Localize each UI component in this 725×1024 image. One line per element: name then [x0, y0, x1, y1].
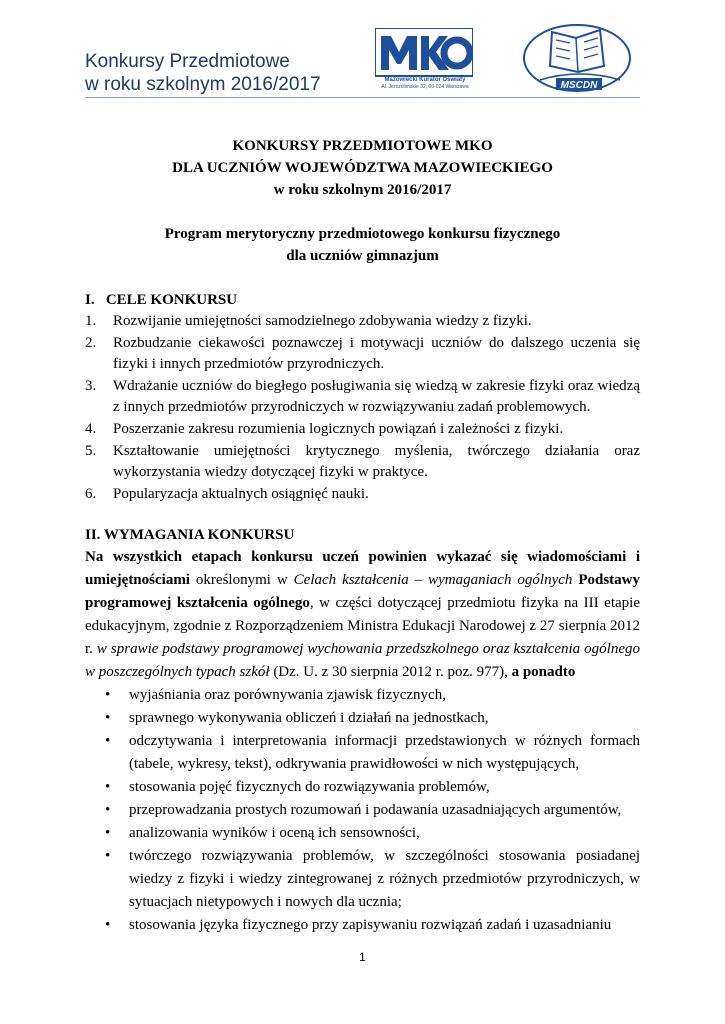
- list-item: [85, 730, 640, 776]
- list-item-number: 4.: [85, 420, 97, 437]
- list-item: [85, 441, 640, 484]
- para-italic1: Celach kształcenia – wymaganiach ogólnych: [293, 572, 573, 589]
- bullet-icon: •: [105, 825, 111, 842]
- list-item-number: 3.: [85, 377, 97, 394]
- list-item-text: Rozwijanie umiejętności samodzielnego zdobywania wiedzy z fizyki.: [113, 313, 532, 329]
- program-title: [85, 223, 640, 267]
- list-item-text: Wdrażanie uczniów do biegłego posługiwania się wiedzą w zakresie fizyki oraz wiedzą z innych przedmiotów przyrodniczych w rozwiązywaniu zadań problemowych.: [113, 377, 640, 416]
- bullet-icon: •: [105, 710, 111, 727]
- list-item: [85, 799, 640, 822]
- section2-title: II. WYMAGANIA KONKURSU: [85, 527, 295, 544]
- list-item-text: analizowania wyników i oceną ich sensowności,: [129, 825, 420, 842]
- list-item-text: wyjaśniania oraz porównywania zjawisk fizycznych,: [129, 687, 446, 704]
- header-title-line1: Konkursy Przedmiotowe: [85, 51, 290, 72]
- list-item-text: Kształtowanie umiejętności krytycznego myślenia, twórczego działania oraz wykorzystania wiedzy dotyczącej fizyki w praktyce.: [113, 442, 640, 481]
- requirements-paragraph: [85, 546, 640, 684]
- para-text1: określonymi w: [189, 572, 294, 589]
- list-item: [85, 376, 640, 419]
- heading-line1: KONKURSY PRZEDMIOTOWE MKO: [232, 138, 493, 154]
- mko-caption-line2: Al. Jerozolimskie 32, 00-024 Warszawa: [381, 84, 469, 90]
- list-item-text: Poszerzanie zakresu rozumienia logicznych powiązań i zależności z fizyki.: [113, 420, 564, 437]
- para-italic2: w sprawie podstawy programowej wychowania przedszkolnego oraz kształcenia ogólnego w poszczególnych typach szkół: [85, 641, 640, 681]
- list-item: [85, 707, 640, 730]
- list-item-text: sprawnego wykonywania obliczeń i działań na jednostkach,: [129, 710, 489, 727]
- list-item: [85, 684, 640, 707]
- bullet-icon: •: [105, 779, 111, 796]
- bullet-icon: •: [105, 802, 111, 819]
- list-item: [85, 311, 640, 333]
- mko-caption-line1: Mazowiecki Kurator Oświaty: [384, 77, 466, 83]
- list-item: [85, 845, 640, 914]
- bullet-icon: •: [105, 848, 111, 865]
- list-item-text: odczytywania i interpretowania informacji przedstawionych w różnych formach (tabele, wykresy, tekst), odkrywania prawidłowości w nich występujących,: [129, 733, 640, 773]
- page-header: [0, 0, 725, 100]
- goals-list: [85, 311, 640, 505]
- list-item: [85, 419, 640, 441]
- section1-title: I. CELE KONKURSU: [85, 292, 238, 308]
- heading-line3: w roku szkolnym 2016/2017: [273, 182, 452, 198]
- bullet-icon: •: [105, 733, 111, 750]
- para-text4: (Dz. U. z 30 sierpnia 2012 r. poz. 977),: [269, 664, 512, 681]
- list-item: [85, 333, 640, 376]
- list-item-number: 2.: [85, 334, 97, 351]
- list-item: [85, 914, 640, 937]
- page-number: 1: [359, 950, 366, 964]
- list-item: [85, 822, 640, 845]
- list-item-text: stosowania języka fizycznego przy zapisywaniu rozwiązań zadań i uzasadnianiu: [129, 917, 612, 934]
- list-item-number: 1.: [85, 313, 97, 329]
- requirements-list: [85, 684, 640, 937]
- header-title-line2: w roku szkolnym 2016/2017: [85, 74, 321, 95]
- list-item: [85, 484, 640, 506]
- program-line2: dla uczniów gimnazjum: [286, 248, 439, 264]
- para-bold3: a ponadto: [511, 664, 576, 681]
- mscdn-logo-text: MSCDN: [560, 80, 598, 91]
- list-item-text: stosowania pojęć fizycznych do rozwiązywania problemów,: [129, 779, 490, 796]
- list-item-text: Rozbudzanie ciekawości poznawczej i motywacji uczniów do dalszego uczenia się fizyki i innych przedmiotów przyrodniczych.: [113, 334, 640, 373]
- mko-caption: [372, 77, 478, 91]
- list-item-text: twórczego rozwiązywania problemów, w szczególności stosowania posiadanej wiedzy z fizyki i wiedzy zintegrowanej z różnych przedmiotów przyrodniczych, w sytuacjach nietypowych i nowych dla ucznia;: [129, 848, 640, 911]
- document-heading: [85, 135, 640, 201]
- list-item-number: 6.: [85, 485, 97, 502]
- para-bold2: Podstawy programowej kształcenia ogólnego: [85, 572, 641, 612]
- para-bold1: Na wszystkich etapach konkursu uczeń powinien wykazać się wiadomościami i umiejętnościami: [85, 549, 640, 589]
- bullet-icon: •: [105, 687, 111, 704]
- list-item: [85, 776, 640, 799]
- header-divider: [85, 97, 640, 98]
- heading-line2: DLA UCZNIÓW WOJEWÓDZTWA MAZOWIECKIEGO: [172, 160, 553, 176]
- list-item-text: przeprowadzania prostych rozumowań i podawania uzasadniających argumentów,: [129, 802, 622, 819]
- list-item-number: 5.: [85, 442, 97, 459]
- document-body: [85, 135, 640, 937]
- list-item-text: Popularyzacja aktualnych osiągnięć nauki.: [113, 485, 369, 502]
- program-line1: Program merytoryczny przedmiotowego konkursu fizycznego: [164, 226, 561, 242]
- para-text3: , w części dotyczącej przedmiotu fizyka na III etapie edukacyjnym, zgodnie z Rozporządzeniem Ministra Edukacji Narodowej z 27 sierpnia 2012 r.: [85, 595, 640, 658]
- bullet-icon: •: [105, 917, 111, 934]
- mscdn-logo: [520, 22, 635, 95]
- header-title: [85, 50, 321, 96]
